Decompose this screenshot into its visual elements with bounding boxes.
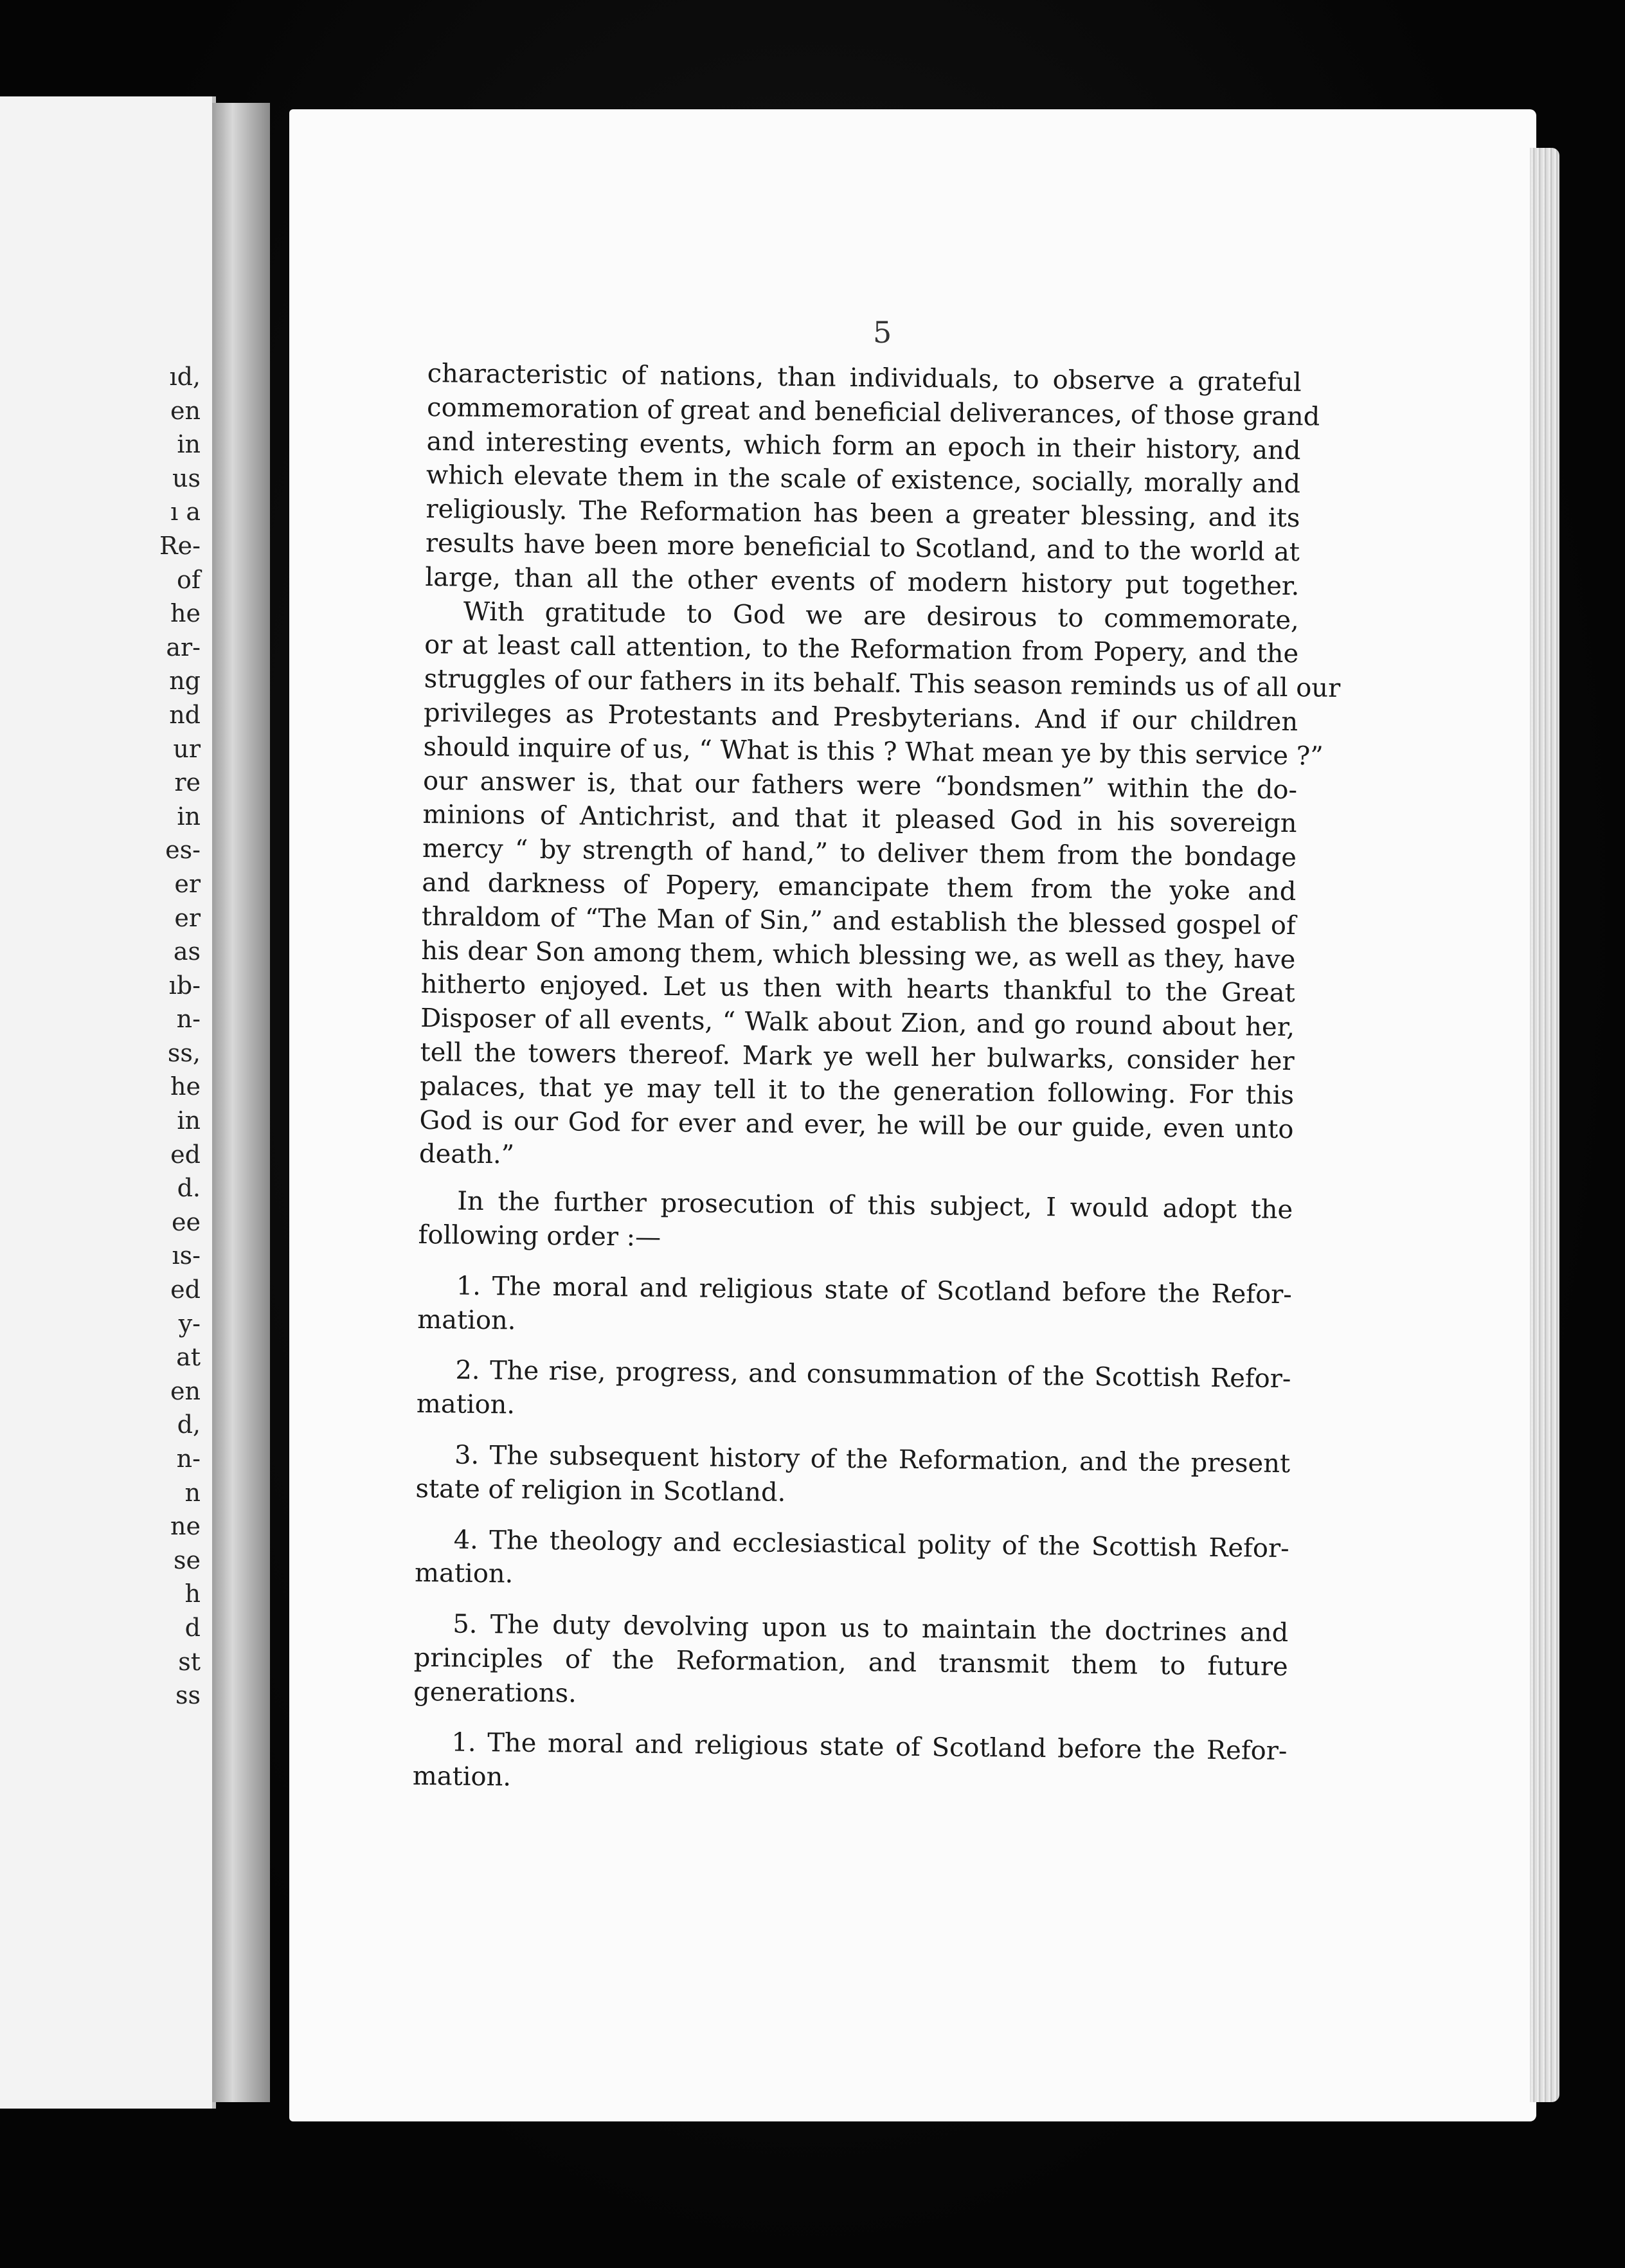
text-line: 1. The moral and religious state of Scotland before the Refor- [451,1727,1288,1767]
left-fragment: st [178,1647,201,1676]
left-fragment: ed [170,1275,201,1304]
left-fragment: at [176,1343,201,1372]
text-line: which elevate them in the scale of existence, socially, morally and [426,460,1301,500]
text-line: should inquire of us, “ What is this ? What mean ye by this service ?” [423,732,1324,771]
text-line: and darkness of Popery, emancipate them from the yoke and [422,867,1297,907]
text-line: Disposer of all events, “ Walk about Zion, and go round about her, [420,1004,1295,1043]
numbered-item [417,1353,1291,1430]
left-fragment: as [173,937,201,966]
text-line: or at least call attention, to the Reformation from Popery, and the [424,630,1299,669]
left-fragment: ng [169,667,201,696]
left-fragment: ıd, [169,363,201,391]
left-fragment: of [177,565,201,594]
numbered-item [415,1522,1289,1599]
text-line: generations. [413,1677,577,1709]
text-line: 5. The duty devolving upon us to maintain the doctrines and [453,1609,1289,1648]
text-line: thraldom of “The Man of Sin,” and establish the blessed gospel of [421,901,1297,941]
left-fragment: n- [176,1444,201,1473]
left-fragment: Re- [159,531,201,560]
text-line: commemoration of great and beneficial deliverances, of those grand [426,392,1320,432]
numbered-item [413,1607,1289,1718]
left-fragment: y- [178,1309,201,1338]
text-line: characteristic of nations, than individuals, to observe a grateful [427,358,1302,398]
left-fragment: en [170,396,201,425]
text-line: death.” [418,1139,515,1170]
left-fragment: es- [165,836,201,865]
left-fragment: in [177,802,201,831]
body-text [412,357,1341,1803]
text-line: results have been more beneficial to Scotland, and to the world at [425,528,1300,568]
left-fragment: ıb- [168,971,201,1000]
text-line: 3. The subsequent history of the Reformation, and the present [454,1440,1291,1479]
left-fragment: en [170,1376,201,1405]
text-line: following order :— [418,1220,661,1252]
text-line: 1. The moral and religious state of Scotland before the Refor- [456,1271,1293,1310]
text-line: palaces, that ye may tell it to the generation following. For this [419,1071,1295,1110]
left-page-text-fragments [159,360,201,1713]
left-fragment: ne [170,1512,201,1541]
text-line: mation. [416,1389,516,1420]
left-fragment: d. [177,1174,201,1203]
text-line: 2. The rise, progress, and consummation of the Scottish Refor- [455,1355,1291,1394]
text-line: minions of Antichrist, and that it pleased God in his sovereign [422,800,1297,839]
text-line: mercy “ by strength of hand,” to deliver them from the bondage [422,834,1297,873]
text-line: privileges as Protestants and Presbyterians. And if our children [423,698,1298,737]
left-fragment: ed [170,1140,201,1169]
text-line: 4. The theology and ecclesiastical polity of the Scottish Refor- [453,1525,1289,1563]
left-fragment: n- [176,1005,201,1034]
text-line: hitherto enjoyed. Let us then with hearts thankful to the Great [420,969,1295,1009]
paragraph [425,357,1320,604]
left-fragment: us [172,464,201,492]
text-line: With gratitude to God we are desirous to commemorate, [463,597,1300,635]
left-fragment: in [177,430,201,459]
text-line: our answer is, that our fathers were “bondsmen” within the do- [422,766,1298,805]
left-fragment: he [170,599,201,628]
left-fragment: se [174,1545,201,1574]
paragraph [418,595,1341,1181]
left-fragment: ss [175,1681,201,1710]
left-fragment: ıs- [172,1241,201,1270]
page-number: 5 [873,315,892,350]
text-line: mation. [417,1304,516,1336]
left-fragment: ee [172,1207,201,1236]
book-gutter [212,103,270,2102]
text-line: tell the towers thereof. Mark ye well her bulwarks, consider her [420,1037,1295,1077]
left-fragment: n [184,1478,201,1507]
left-fragment: er [174,869,201,898]
left-fragment: ur [173,734,201,763]
numbered-item [415,1438,1290,1515]
left-fragment: ı a [170,498,201,526]
page-edges [1530,148,1559,2102]
left-fragment: nd [169,700,201,729]
text-line: state of religion in Scotland. [415,1473,786,1508]
text-line: mation. [412,1761,512,1792]
numbered-item [413,1725,1288,1803]
left-fragment: ss, [167,1038,201,1067]
left-page [0,96,216,2109]
left-fragment: er [174,903,201,932]
text-line: struggles of our fathers in its behalf. This season reminds us of all our [424,664,1341,704]
text-line: and interesting events, which form an epoch in their history, and [426,426,1301,465]
text-line: his dear Son among them, which blessing we, as well as they, have [421,935,1296,975]
text-line: In the further prosecution of this subject, I would adopt the [457,1186,1293,1225]
left-fragment: h [184,1580,201,1608]
left-fragment: d [184,1613,201,1642]
left-fragment: he [170,1072,201,1101]
text-line: principles of the Reformation, and transmit them to future [413,1643,1288,1682]
left-fragment: in [177,1106,201,1135]
text-line: religiously. The Reformation has been a greater blessing, and its [426,494,1300,534]
text-line: mation. [414,1558,514,1589]
left-fragment: d, [177,1410,201,1439]
paragraph [418,1184,1293,1261]
text-line: large, than all the other events of modern history put together. [425,562,1300,602]
left-fragment: re [174,768,201,797]
numbered-item [417,1269,1292,1346]
left-fragment: ar- [166,633,201,662]
text-line: God is our God for ever and ever, he will be our guide, even unto [419,1105,1294,1144]
